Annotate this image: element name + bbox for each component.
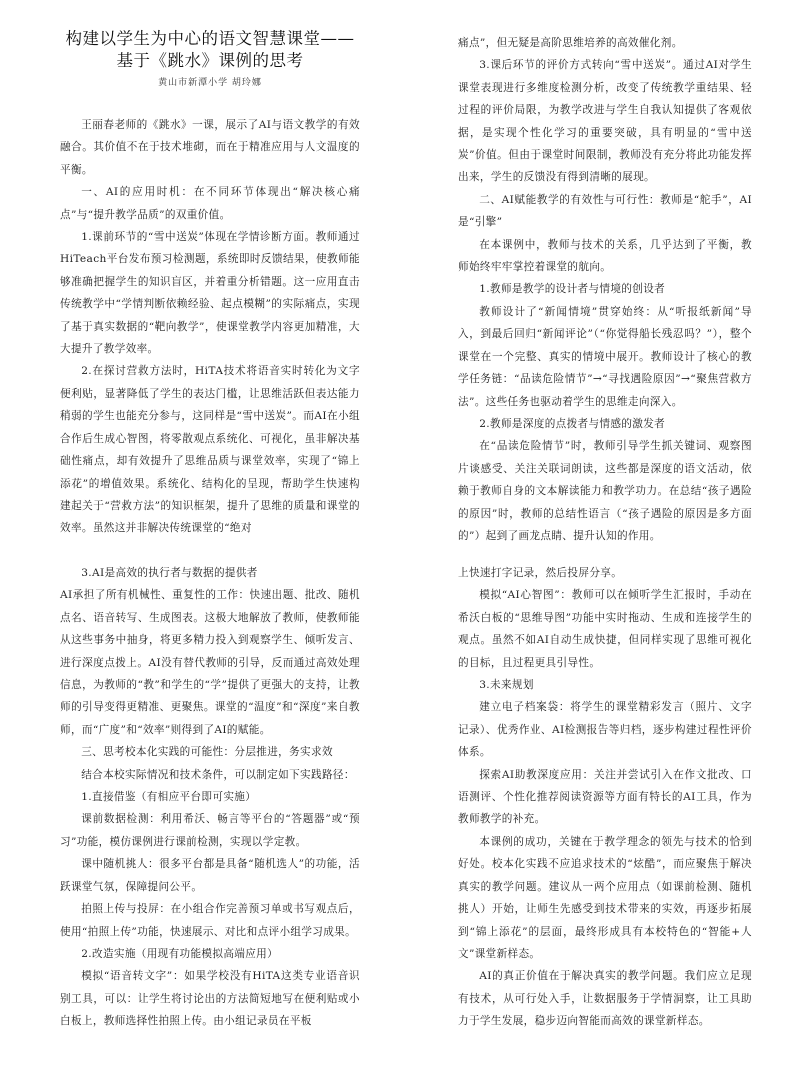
paragraph: 结合本校实际情况和技术条件，可以制定如下实践路径： [81, 768, 355, 781]
paragraph: 教师设计了“新闻情境”贯穿始终：从“听报纸新闻”导入，到最后回归“新闻评论”（“你觉得船长残忍吗？”），整个课堂在一个完整、真实的情境中展开。教师设计了核心的教学任务链：“品读危险情节”→“寻找遇险原因”→“聚焦营救方法”。这些任务也驱动着学生的思维走向深入。 [458, 305, 752, 408]
paragraph: 3.课后环节的评价方式转向“雪中送炭”。通过AI对学生课堂表现进行多维度检测分析，改变了传统教学重结果、轻过程的评价局限，为教学改进与学生自我认知提供了客观依据，是实现个性化学习的重要突破，具有明显的“雪中送炭”价值。但由于课堂时间限制，教师没有充分将此功能发挥出来，学生的反馈没有得到清晰的展现。 [458, 59, 752, 184]
section-heading: 三、思考校本化实践的可能性：分层推进，务实求效 [81, 746, 333, 759]
section-heading: 二、AI赋能教学的有效性与可行性：教师是“舵手”，AI是“引擎” [458, 193, 752, 229]
paragraph: 2.在探讨营救方法时，HiTA技术将语音实时转化为文字便利贴，显著降低了学生的表达门槛，让思维活跃但表达能力稍弱的学生也能充分参与，这同样是“雪中送炭”。而AI在小组合作后生成心智图，将零散观点系统化、可视化，虽非解决基础性痛点，却有效提升了思维品质与课堂效率，实现了“锦上添花”的增值效果。系统化、结构化的呈现，帮助学生快速构建起关于“营救方法”的知识框架，提升了思维的质量和课堂的效率。虽然这并非解决传统课堂的“绝对 [60, 365, 360, 535]
paragraph: 模拟“AI心智图”：教师可以在倾听学生汇报时，手动在希沃白板的“思维导图”功能中实时拖动、生成和连接学生的观点。虽然不如AI自动生成快捷，但同样实现了思维可视化的目标，且过程更具引导性。 [458, 589, 752, 669]
subheading: 3.未来规划 [479, 679, 534, 692]
subheading: 1.教师是教学的设计者与情境的创设者 [479, 283, 666, 296]
paragraph: 课前数据检测：利用希沃、畅言等平台的“答题器”或“预习”功能，模仿课例进行课前检测，实现以学定教。 [60, 813, 360, 848]
paragraph: AI的真正价值在于解决真实的教学问题。我们应立足现有技术，从可行处入手，让数据服务于学情洞察，让工具助力于学生发展，稳步迈向智能而高效的课堂新样态。 [458, 970, 752, 1028]
paragraph: 拍照上传与投屏：在小组合作完善预习单或书写观点后，使用“拍照上传”功能，快速展示、对比和点评小组学习成果。 [60, 903, 360, 938]
subheading: 2.改造实施（用现有功能模拟高端应用） [81, 947, 279, 960]
paragraph: 1.课前环节的“雪中送炭”体现在学情诊断方面。教师通过HiTeach平台发布预习检测题，系统即时反馈结果，使教师能够准确把握学生的知识盲区，并着重分析错题。这一应用直击传统教学中“学情判断依赖经验、起点模糊”的实际痛点，实现了基于真实数据的“靶向教学”，使课堂教学内容更加精准，大大提升了教学效率。 [60, 231, 360, 356]
subheading: 3.AI是高效的执行者与数据的提供者 [81, 567, 258, 579]
author-line: 黄山市新潭小学 胡玲娜 [158, 78, 262, 88]
subheading: 2.教师是深度的点拨者与情感的激发者 [479, 417, 666, 430]
paragraph: 模拟“语音转文字”：如果学校没有HiTA这类专业语音识别工具，可以：让学生将讨论出的方法简短地写在便利贴或小白板上，教师选择性拍照上传。由小组记录员在平板 [60, 970, 360, 1028]
paragraph: 本课例的成功，关键在于教学理念的领先与技术的恰到好处。校本化实践不应追求技术的“炫酷”，而应聚焦于解决真实的教学问题。建议从一两个应用点（如课前检测、随机挑人）开始，让师生先感受到技术带来的实效，再逐步拓展到“锦上添花”的层面，最终形成具有本校特色的“智能+人文”课堂新样态。 [458, 835, 752, 960]
paragraph-continued: 痛点”，但无疑是高阶思维培养的高效催化剂。 [458, 37, 683, 49]
subheading: 1.直接借鉴（有相应平台即可实施） [81, 791, 257, 804]
section-heading: 一、AI的应用时机：在不同环节体现出“解决核心痛点”与“提升教学品质”的双重价值。 [60, 186, 360, 221]
paragraph: 在“品读危险情节”时，教师引导学生抓关键词、观察图片谈感受、关注关联词朗读，这些都是深度的语文活动，依赖于教师自身的文本解读能力和教学功力。在总结“孩子遇险的原因”时，教师的总结性语言（“孩子遇险的原因是多方面的”）起到了画龙点睛、提升认知的作用。 [458, 440, 752, 542]
paragraph: 王丽春老师的《跳水》一课，展示了AI与语文教学的有效融合。其价值不在于技术堆砌，而在于精准应用与人文温度的平衡。 [60, 119, 360, 176]
page-2 [458, 32, 752, 542]
paragraph: 在本课例中，教师与技术的关系，几乎达到了平衡，教师始终牢牢掌控着课堂的航向。 [458, 238, 752, 274]
paragraph: 建立电子档案袋：将学生的课堂精彩发言（照片、文字记录）、优秀作业、AI检测报告等归档，逐步构建过程性评价体系。 [458, 701, 752, 759]
paragraph: AI承担了所有机械性、重复性的工作：快速出题、批改、随机点名、语音转写、生成图表。这极大地解放了教师，使教师能从这些事务中抽身，将更多精力投入到观察学生、倾听发言、进行深度点拨上。AI没有替代教师的引导，反而通过高效处理信息，为教师的“教”和学生的“学”提供了更强大的支持，让教师的引导变得更精准、更聚焦。课堂的“温度”和“深度”来自教师，而“广度”和“效率”则得到了AI的赋能。 [60, 589, 360, 736]
page-4 [458, 562, 752, 1042]
page-1 [60, 28, 360, 535]
paragraph: 课中随机挑人：很多平台都是具备“随机选人”的功能，活跃课堂气氛，保障提问公平。 [60, 858, 360, 893]
paragraph: 探索AI助教深度应用：关注并尝试引入在作文批改、口语测评、个性化推荐阅读资源等方面有特长的AI工具，作为教师教学的补充。 [458, 768, 752, 826]
document-title: 构建以学生为中心的语文智慧课堂——基于《跳水》课例的思考 [65, 29, 355, 70]
paragraph-continued: 上快速打字记录，然后投屏分享。 [458, 567, 623, 579]
page-3 [60, 562, 360, 1042]
